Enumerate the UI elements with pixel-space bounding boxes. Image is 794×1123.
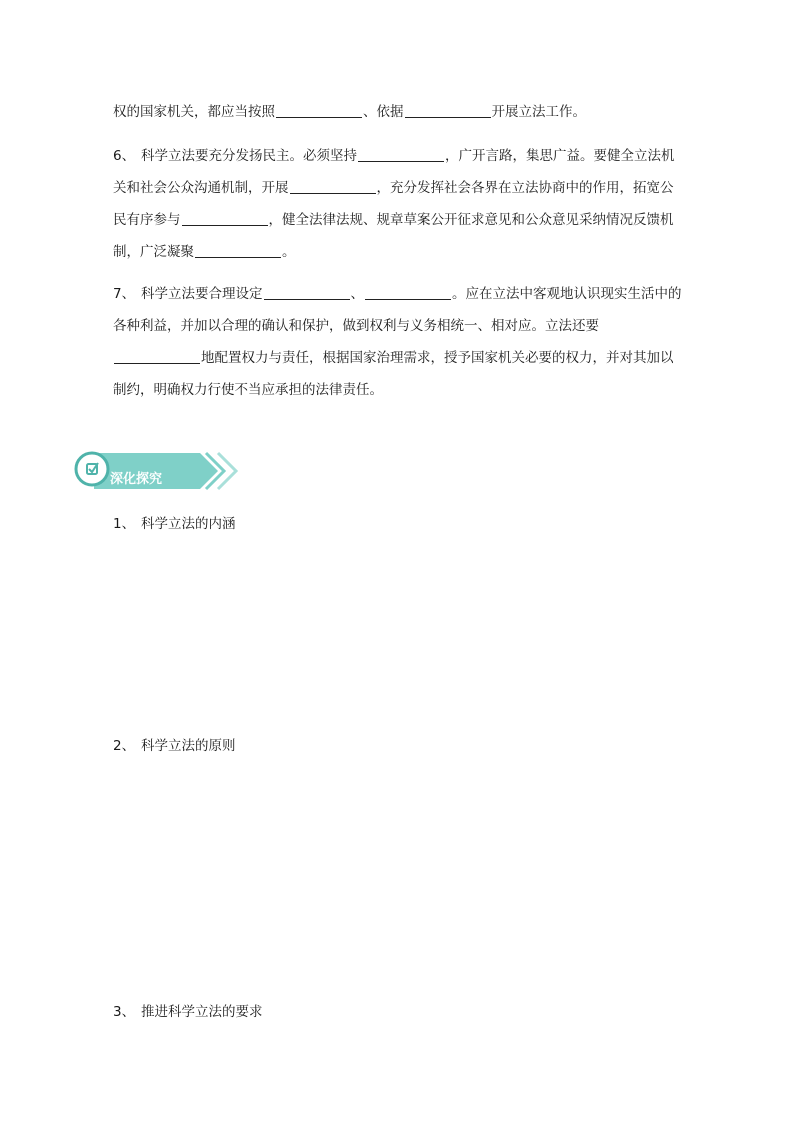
question-text: 推进科学立法的要求 (141, 1004, 263, 1020)
question-3 (113, 1002, 263, 1022)
fill-blank[interactable] (290, 179, 376, 194)
paragraph-7 (113, 278, 683, 406)
fill-blank[interactable] (114, 349, 200, 364)
text-segment: 地配置权力与责任，根据国家治理需求，授予国家机关必要的权力，并对其加以制约，明确权力行使不当应承担的法律责任。 (113, 350, 674, 398)
fill-blank[interactable] (365, 285, 451, 300)
banner-chevron-icon (218, 453, 236, 489)
fill-blank[interactable] (264, 285, 350, 300)
paragraph-6 (113, 140, 683, 268)
text-segment: 开展立法工作。 (491, 104, 586, 120)
text-segment: ，充分发挥社会各界在立法协商中的作用，拓宽公民有序参与 (113, 180, 674, 228)
text-segment: ，健全法律法规、规章草案公开征求意见和公众意见采纳情况反馈机制，广泛凝聚 (113, 212, 674, 260)
item-number: 3、 (113, 1004, 136, 1020)
fill-blank[interactable] (195, 243, 281, 258)
text-segment: ，广开言路，集思广益。要健全立法机关和社会公众沟通机制，开展 (113, 148, 675, 196)
text-segment: 科学立法要合理设定 (141, 286, 263, 302)
text-segment: 。 (282, 244, 296, 260)
banner-circle-icon (76, 453, 108, 485)
item-number: 7、 (113, 286, 136, 302)
fill-blank[interactable] (182, 211, 268, 226)
item-number: 1、 (113, 516, 136, 532)
text-segment: 、依据 (363, 104, 404, 120)
item-number: 2、 (113, 738, 136, 754)
text-segment: 科学立法要充分发扬民主。必须坚持 (141, 148, 357, 164)
section-title: 深化探究 (110, 472, 163, 487)
fill-blank[interactable] (358, 147, 444, 162)
question-text: 科学立法的内涵 (141, 516, 236, 532)
text-segment: 、 (350, 286, 364, 302)
item-number: 6、 (113, 148, 136, 164)
paragraph-continued (113, 96, 683, 128)
text-segment: 。应在立法中客观地认识现实生活中的各种利益，并加以合理的确认和保护，做到权利与义务相统一、相对应。立法还要 (113, 286, 682, 334)
question-text: 科学立法的原则 (141, 738, 236, 754)
fill-blank[interactable] (405, 103, 491, 118)
question-1 (113, 514, 236, 534)
question-2 (113, 736, 236, 756)
fill-blank[interactable] (276, 103, 362, 118)
text-segment: 权的国家机关，都应当按照 (113, 104, 275, 120)
